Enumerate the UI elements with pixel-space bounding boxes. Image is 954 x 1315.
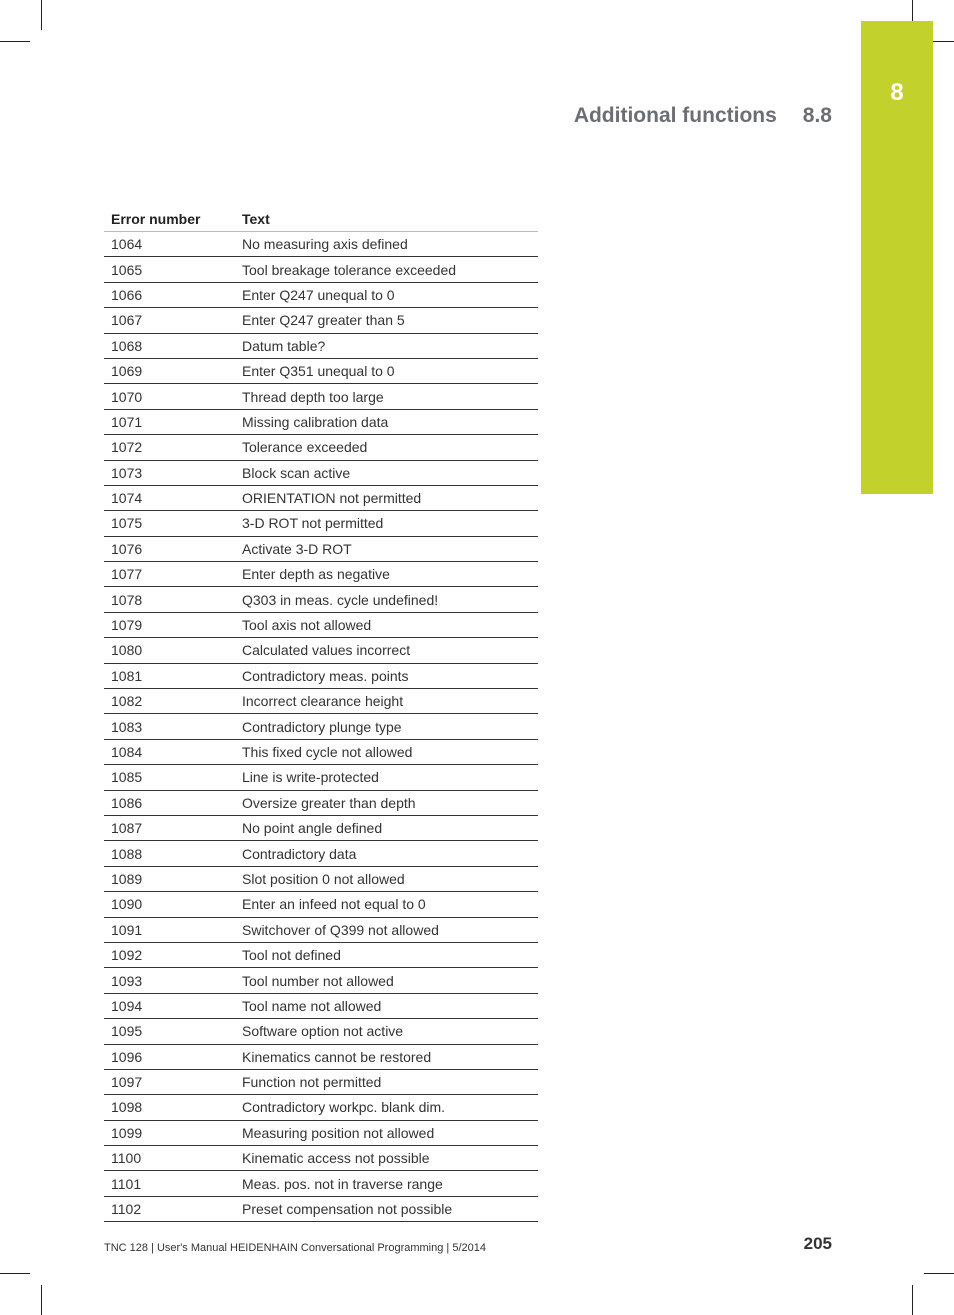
- chapter-number: 8: [890, 79, 904, 106]
- error-text-cell: Tool breakage tolerance exceeded: [235, 257, 538, 282]
- table-row: [104, 562, 538, 587]
- table-row: [104, 511, 538, 536]
- table-row: [104, 282, 538, 307]
- crop-mark: [924, 1273, 954, 1274]
- table-row: [104, 689, 538, 714]
- error-number-cell: 1076: [104, 536, 235, 561]
- page-header: [574, 104, 832, 128]
- error-number-cell: 1072: [104, 435, 235, 460]
- error-number-cell: 1085: [104, 765, 235, 790]
- error-number-cell: 1102: [104, 1196, 235, 1221]
- error-text-cell: Software option not active: [235, 1019, 538, 1044]
- error-number-cell: 1064: [104, 232, 235, 257]
- table-row: [104, 663, 538, 688]
- table-row: [104, 892, 538, 917]
- error-text-cell: Preset compensation not possible: [235, 1196, 538, 1221]
- table-row: [104, 460, 538, 485]
- table-row: [104, 739, 538, 764]
- error-text-cell: Tool number not allowed: [235, 968, 538, 993]
- error-text-cell: Contradictory plunge type: [235, 714, 538, 739]
- error-number-cell: 1068: [104, 333, 235, 358]
- chapter-tab: [861, 21, 933, 494]
- error-number-cell: 1083: [104, 714, 235, 739]
- error-number-cell: 1094: [104, 993, 235, 1018]
- error-number-cell: 1078: [104, 587, 235, 612]
- error-number-cell: 1082: [104, 689, 235, 714]
- error-table: [104, 207, 538, 1222]
- page-title: Additional functions: [573, 104, 777, 127]
- error-number-cell: 1097: [104, 1069, 235, 1094]
- table-row: [104, 485, 538, 510]
- table-row: [104, 384, 538, 409]
- error-text-cell: Missing calibration data: [235, 409, 538, 434]
- error-text-cell: Tool name not allowed: [235, 993, 538, 1018]
- crop-mark: [41, 1285, 42, 1315]
- error-text-cell: Enter Q247 unequal to 0: [235, 282, 538, 307]
- error-text-cell: Meas. pos. not in traverse range: [235, 1171, 538, 1196]
- table-row: [104, 409, 538, 434]
- table-row: [104, 333, 538, 358]
- error-text-cell: Activate 3-D ROT: [235, 536, 538, 561]
- error-number-cell: 1065: [104, 257, 235, 282]
- table-row: [104, 1120, 538, 1145]
- error-number-cell: 1077: [104, 562, 235, 587]
- error-number-cell: 1079: [104, 612, 235, 637]
- table-row: [104, 587, 538, 612]
- error-number-cell: 1070: [104, 384, 235, 409]
- error-text-cell: Function not permitted: [235, 1069, 538, 1094]
- error-number-cell: 1071: [104, 409, 235, 434]
- error-number-cell: 1096: [104, 1044, 235, 1069]
- crop-mark: [0, 1273, 30, 1274]
- crop-mark: [912, 0, 913, 21]
- footer-text: TNC 128 | User's Manual HEIDENHAIN Conversational Programming | 5/2014: [104, 1242, 486, 1254]
- error-text-cell: Enter depth as negative: [235, 562, 538, 587]
- table-row: [104, 815, 538, 840]
- error-number-cell: 1073: [104, 460, 235, 485]
- error-number-cell: 1092: [104, 942, 235, 967]
- table-row: [104, 232, 538, 257]
- table-row: [104, 1019, 538, 1044]
- error-number-cell: 1101: [104, 1171, 235, 1196]
- table-row: [104, 435, 538, 460]
- error-text-cell: Q303 in meas. cycle undefined!: [235, 587, 538, 612]
- table-row: [104, 790, 538, 815]
- error-text-cell: Contradictory meas. points: [235, 663, 538, 688]
- table-row: [104, 866, 538, 891]
- error-text-cell: No measuring axis defined: [235, 232, 538, 257]
- error-number-cell: 1080: [104, 638, 235, 663]
- table-row: [104, 942, 538, 967]
- error-number-cell: 1075: [104, 511, 235, 536]
- error-number-cell: 1069: [104, 358, 235, 383]
- error-text-cell: 3-D ROT not permitted: [235, 511, 538, 536]
- error-text-cell: Thread depth too large: [235, 384, 538, 409]
- error-number-cell: 1074: [104, 485, 235, 510]
- error-text-cell: Contradictory data: [235, 841, 538, 866]
- error-number-cell: 1093: [104, 968, 235, 993]
- error-number-cell: 1087: [104, 815, 235, 840]
- error-text-cell: Slot position 0 not allowed: [235, 866, 538, 891]
- table-row: [104, 714, 538, 739]
- error-text-cell: Contradictory workpc. blank dim.: [235, 1095, 538, 1120]
- error-text-cell: Kinematics cannot be restored: [235, 1044, 538, 1069]
- error-number-cell: 1067: [104, 308, 235, 333]
- error-number-cell: 1089: [104, 866, 235, 891]
- error-number-cell: 1066: [104, 282, 235, 307]
- error-text-cell: Measuring position not allowed: [235, 1120, 538, 1145]
- error-number-cell: 1099: [104, 1120, 235, 1145]
- table-row: [104, 917, 538, 942]
- table-row: [104, 257, 538, 282]
- table-row: [104, 1196, 538, 1221]
- section-number: 8.8: [802, 104, 832, 127]
- error-text-cell: This fixed cycle not allowed: [235, 739, 538, 764]
- error-number-cell: 1095: [104, 1019, 235, 1044]
- table-row: [104, 358, 538, 383]
- table-row: [104, 612, 538, 637]
- error-number-cell: 1091: [104, 917, 235, 942]
- error-text-cell: Tool axis not allowed: [235, 612, 538, 637]
- table-row: [104, 1095, 538, 1120]
- error-text-cell: Tolerance exceeded: [235, 435, 538, 460]
- table-row: [104, 1044, 538, 1069]
- error-text-cell: Kinematic access not possible: [235, 1146, 538, 1171]
- error-number-cell: 1090: [104, 892, 235, 917]
- crop-mark: [912, 1285, 913, 1315]
- column-header-error-number: Error number: [104, 207, 235, 232]
- error-text-cell: Incorrect clearance height: [235, 689, 538, 714]
- table-row: [104, 765, 538, 790]
- crop-mark: [41, 0, 42, 30]
- table-row: [104, 841, 538, 866]
- table-row: [104, 536, 538, 561]
- page-number: 205: [803, 1234, 832, 1253]
- error-text-cell: Enter Q351 unequal to 0: [235, 358, 538, 383]
- error-text-cell: ORIENTATION not permitted: [235, 485, 538, 510]
- error-text-cell: Tool not defined: [235, 942, 538, 967]
- error-text-cell: Line is write-protected: [235, 765, 538, 790]
- error-text-cell: No point angle defined: [235, 815, 538, 840]
- table-row: [104, 308, 538, 333]
- table-row: [104, 638, 538, 663]
- error-number-cell: 1088: [104, 841, 235, 866]
- error-text-cell: Enter an infeed not equal to 0: [235, 892, 538, 917]
- error-number-cell: 1100: [104, 1146, 235, 1171]
- error-number-cell: 1081: [104, 663, 235, 688]
- table-row: [104, 1146, 538, 1171]
- table-body: [104, 232, 538, 1222]
- error-number-cell: 1086: [104, 790, 235, 815]
- error-text-cell: Switchover of Q399 not allowed: [235, 917, 538, 942]
- table-header-row: [104, 207, 538, 232]
- error-text-cell: Block scan active: [235, 460, 538, 485]
- error-text-cell: Oversize greater than depth: [235, 790, 538, 815]
- error-number-cell: 1084: [104, 739, 235, 764]
- table-row: [104, 1069, 538, 1094]
- table-row: [104, 993, 538, 1018]
- column-header-text: Text: [235, 207, 538, 232]
- error-text-cell: Enter Q247 greater than 5: [235, 308, 538, 333]
- error-text-cell: Datum table?: [235, 333, 538, 358]
- error-number-cell: 1098: [104, 1095, 235, 1120]
- table-row: [104, 1171, 538, 1196]
- crop-mark: [0, 41, 30, 42]
- error-text-cell: Calculated values incorrect: [235, 638, 538, 663]
- table-row: [104, 968, 538, 993]
